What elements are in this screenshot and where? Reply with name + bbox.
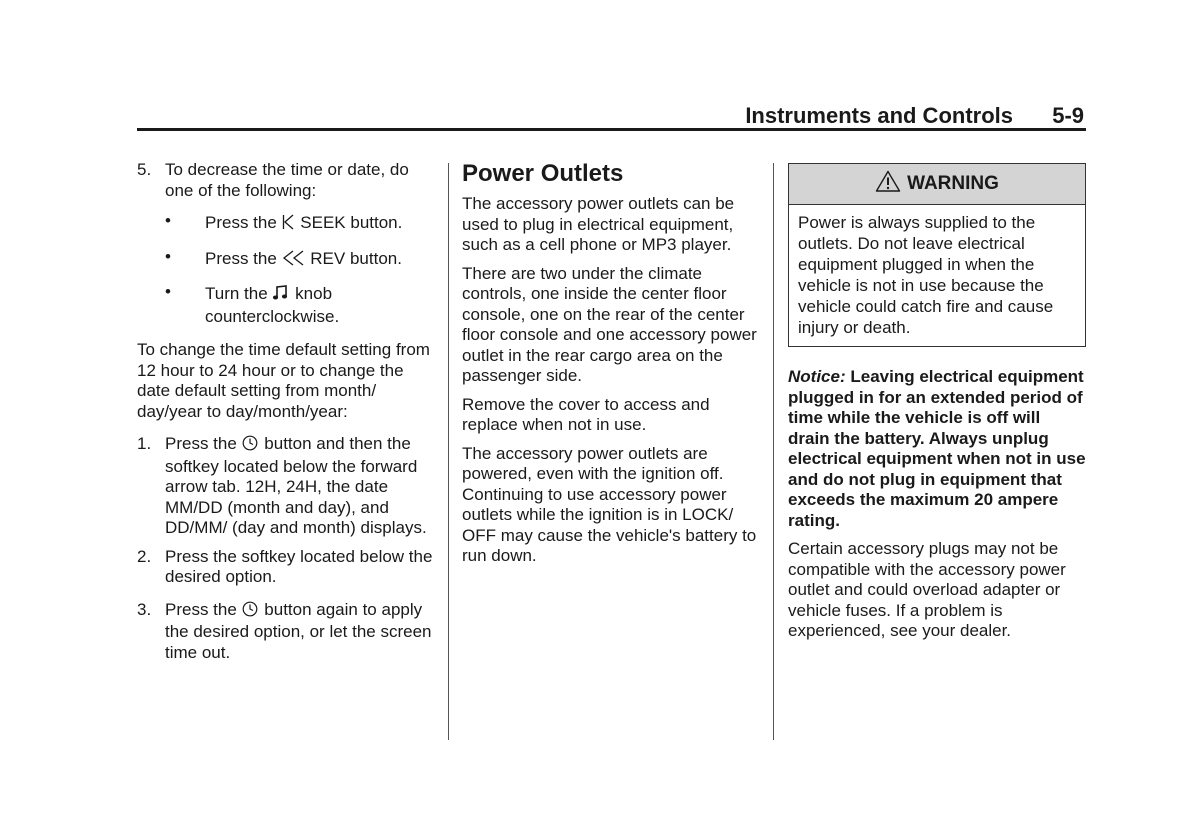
page-header [137,100,1086,130]
notice-paragraph [788,367,1086,531]
step-text: Press the softkey located below the desired option. [165,546,433,586]
step-text-after: button again to apply the desired option, or let the screen time out. [165,599,432,662]
left-column [137,160,437,671]
warning-text: Power is always supplied to the outlets. Do not leave electrical equipment plugged in when the vehicle is not in use because the vehicle could catch fire and cause injury or death. [798,213,1054,337]
bullet-text [205,284,437,327]
step-2 [137,547,437,588]
bullet-marker: • [165,282,171,301]
step-text-before: Press the [165,434,237,453]
step-number: 1. [137,434,152,453]
column-divider-left [448,163,449,740]
bullet-text [205,249,402,272]
bullet-text [205,213,402,236]
step-text [165,600,437,664]
clock-icon [242,601,258,623]
intro-paragraph: To change the time default setting from 12 hour to 24 hour or to change the date default setting from month/ day/year to day/month/year: [137,340,430,421]
music-note-icon [272,285,288,307]
bullet-item-rev [165,246,437,272]
middle-column [462,160,762,575]
seek-back-icon [282,214,294,236]
column-divider-right [773,163,774,740]
bullet-text-before: Press the [205,213,277,232]
page-number: 5-9 [1052,103,1084,128]
paragraph: The accessory power outlets are powered, even with the ignition off. Continuing to use accessory power outlets while the ignition is in LOCK/ OFF may cause the vehicle's battery to run down. [462,443,757,565]
paragraph: Certain accessory plugs may not be compatible with the accessory power outlet and could overload adapter or vehicle fuses. If a problem is experienced, see your dealer. [788,539,1066,640]
notice-text: Leaving electrical equipment plugged in for an extended period of time while the vehicle is off will drain the battery. Always unplug electrical equipment when not in use and do not plug in equipment that exceeds the maximum 20 ampere rating. [788,367,1086,530]
rewind-icon [282,250,304,272]
notice-label: Notice: [788,367,846,386]
step-number: 5. [137,160,152,179]
warning-label: WARNING [907,172,999,194]
warning-triangle-icon [875,170,901,198]
bullet-marker: • [165,211,171,230]
paragraph: There are two under the climate controls, one inside the center floor console, one on the rear of the center floor console and one accessory power outlet in the rear cargo area on the passenger side. [462,263,757,385]
bullet-text-after: SEEK button. [300,213,403,232]
bullet-item-seek [165,213,437,236]
bullet-marker: • [165,246,171,266]
step-text-before: Press the [165,599,237,619]
bullet-item-knob [165,284,437,327]
step-1 [137,434,437,539]
step-number: 3. [137,599,152,619]
warning-box [788,163,1086,347]
step-3 [137,600,437,664]
step-text [165,434,437,539]
section-title: Power Outlets [462,160,624,187]
header-rule [137,128,1086,131]
bullet-text-after: REV button. [310,248,402,268]
step-text-after: button and then the softkey located below the forward arrow tab. 12H, 24H, the date MM/DD (month and day), and DD/MM/ (day and month) displays. [165,434,427,537]
clock-icon [242,435,258,457]
step-text: To decrease the time or date, do one of the following: [165,160,409,200]
bullet-text-before: Press the [205,248,277,268]
paragraph: The accessory power outlets can be used to plug in electrical equipment, such as a cell phone or MP3 player. [462,194,735,254]
bullet-text-after: knob counterclockwise. [205,284,340,326]
paragraph: Remove the cover to access and replace when not in use. [462,394,710,434]
step-5 [137,160,437,201]
bullet-text-before: Turn the [205,284,268,303]
right-column [788,163,1086,650]
step-number: 2. [137,546,152,566]
section-heading: Instruments and Controls [745,103,1013,128]
warning-header [789,164,1085,205]
